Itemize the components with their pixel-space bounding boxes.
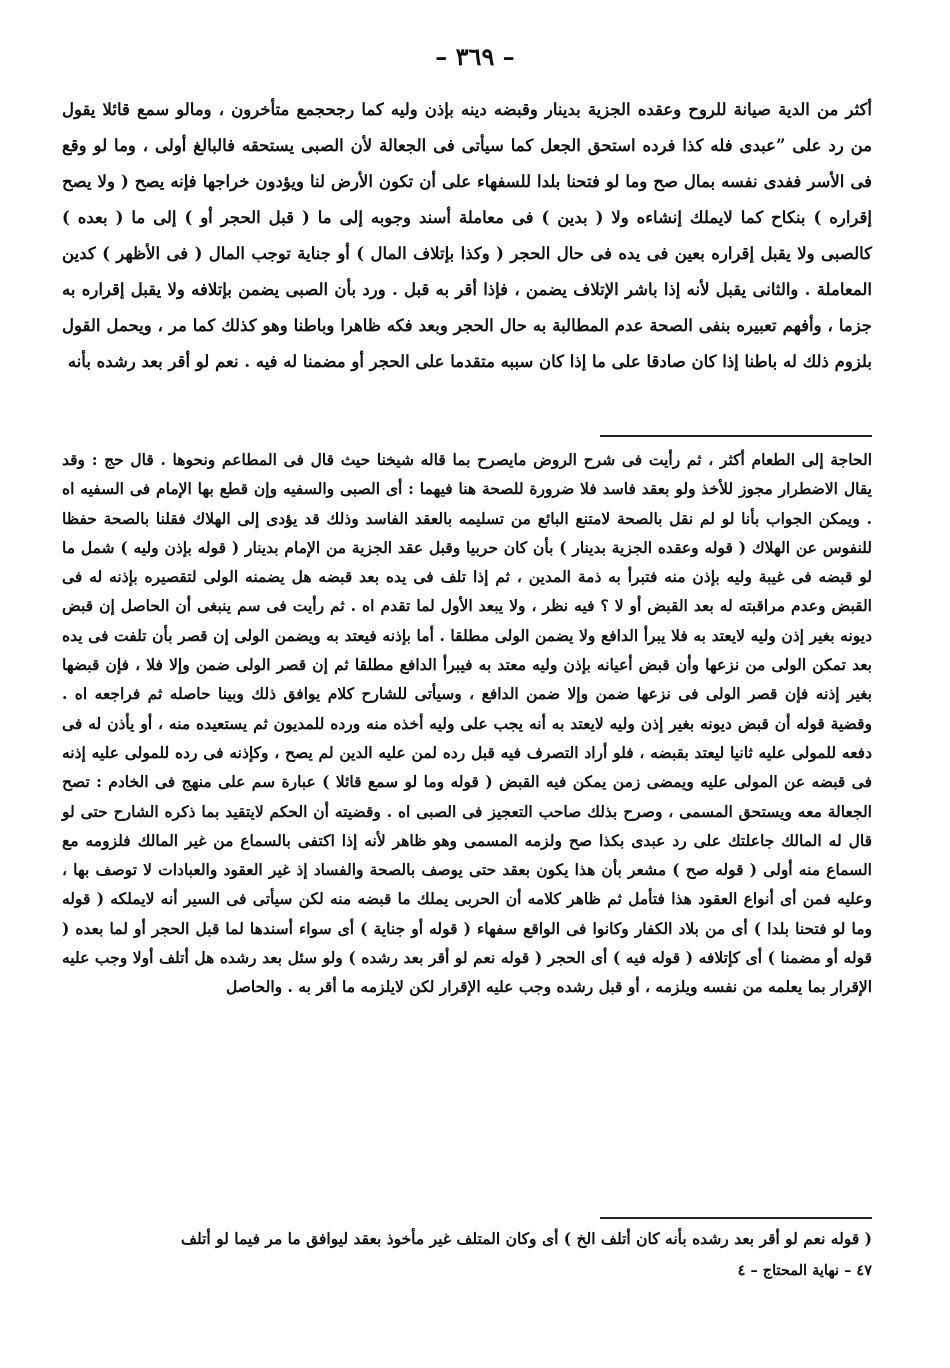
commentary-block <box>62 445 872 1002</box>
page-number: – ٣٦٩ – <box>435 42 515 71</box>
main-text-block <box>62 92 872 380</box>
section-divider <box>600 435 872 437</box>
main-paragraph: أكثر من الدية صيانة للروح وعقده الجزية بدينار وقبضه دينه بإذن وليه كما رجحجمع متأخرون ، ومالو سمع قائلا يقول من رد على ”عبدى فله كذا فرده استحق الجعل كما سيأتى فى الجعالة لأن الصبى يستحقه فالبالغ أولى ، وما لو وقع فى الأسر ففدى نفسه بمال صح وما لو فتحنا بلدا للسفهاء على أن تكون الأرض لنا ويؤدون خراجها فإنه يصح ( ولا يصح إقراره ) بنكاح كما لايملك إنشاءه ولا ( بدين ) فى معاملة أسند وجوبه إلى ما ( قبل الحجر أو ) إلى ما ( بعده ) كالصبى ولا يقبل إقراره بعين فى يده فى حال الحجر ( وكذا بإتلاف المال ) أو جناية توجب المال ( فى الأظهر ) كدين المعاملة . والثانى يقبل لأنه إذا باشر الإتلاف يضمن ، فإذا أقر به قبل . ورد بأن الصبى يضمن بإتلافه ولا يقبل إقراره به جزما ، وأفهم تعبيره بنفى الصحة عدم المطالبة به حال الحجر وبعد فكه ظاهرا وباطنا وهو كذلك كما مر ، ويحمل القول بلزوم ذلك له باطنا إذا كان صادقا على ما إذا كان سببه متقدما على الحجر أو مضمنا له فيه . نعم لو أقر بعد رشده بأنه <box>62 100 872 371</box>
printer-signature: ٤٧ – نهاية المحتاج – ٤ <box>737 1262 872 1279</box>
footnote-block <box>62 1224 872 1254</box>
footnote-paragraph: ( قوله نعم لو أقر بعد رشده بأنه كان أتلف الخ ) أى وكان المتلف غير مأخوذ بعقد ليوافق ما مر فيما لو أتلف <box>180 1229 872 1248</box>
commentary-paragraph: الحاجة إلى الطعام أكثر ، ثم رأيت فى شرح الروض مايصرح بما قاله شيخنا حيث قال فى المطاعم ونحوها . قال حج : وقد يقال الاضطرار مجوز للأخذ ولو بعقد فاسد فلا ضرورة للصحة هنا فيهما : أى الصبى والسفيه وإن قطع بها الإمام فى السفيه اه . ويمكن الجواب بأنا لو لم نقل بالصحة لامتنع البائع من تسليمه بالعقد الفاسد وذلك قد يؤدى إلى الهلاك فقلنا بالصحة حفظا للنفوس عن الهلاك ( قوله وعقده الجزية بدينار ) بأن كان حربيا وقبل عقد الجزية من الإمام بدينار ( قوله بإذن وليه ) شمل ما لو قبضه فى غيبة وليه بإذن منه فتبرأ به ذمة المدين ، ثم إذا تلف فى يده بعد قبضه هل يضمنه الولى لتقصيره بإذنه له فى القبض وعدم مراقبته له بعد القبض أو لا ؟ فيه نظر ، ولا يبعد الأول لما تقدم اه . ثم رأيت فى سم ينبغى أن الحاصل إن قبض ديونه بغير إذن وليه لايعتد به فلا يبرأ الدافع ولا يضمن الولى مطلقا . أما بإذنه فيعتد به ويضمن الولى إن قصر بأن تلفت فى يده بعد تمكن الولى من نزعها وأن قبض أعيانه بإذن وليه معتد به فيبرأ الدافع مطلقا ثم إن قصر الولى ضمن وإلا فلا ، فإن قبضها بغير إذنه فإن قصر الولى فى نزعها ضمن وإلا ضمن الدافع ، وسيأتى للشارح كلام يوافق ذلك وبينا حاصله ثم فراجعه اه . وقضية قوله أن قبض ديونه بغير إذن وليه لايعتد به أنه يجب على وليه أخذه منه ورده للمديون ثم يستعيده منه ، أو يأذن له فى دفعه للمولى عليه ثانيا ليعتد بقبضه ، فلو أراد التصرف فيه قبل رده لمن عليه الدين لم يصح ، وكإذنه فى رده للمولى عليه إذنه فى قبضه عن المولى عليه ويمضى زمن يمكن فيه القبض ( قوله وما لو سمع قائلا ) عبارة سم على منهج فى الخادم : تصح الجعالة معه ويستحق المسمى ، وصرح بذلك صاحب التعجيز فى الصبى اه . وقضيته أن الحكم لايتقيد بما ذكره الشارح حتى لو قال له المالك جاعلتك على رد عبدى بكذا صح ولزمه المسمى وهو ظاهر لأنه إذا اكتفى بالسماع من غير المالك فلزومه مع السماع منه أولى ( قوله صح ) مشعر بأن هذا يكون بعقد حتى يوصف بالصحة والفساد إذ غير العقود والعبادات لا توصف بها ، وعليه فمن أى أنواع العقود هذا فتأمل ثم ظاهر كلامه أن الحربى يملك ما قبضه منه لكن سيأتى فى السير أنه لايملكه ( قوله وما لو فتحنا بلدا ) أى من بلاد الكفار وكانوا فى الواقع سفهاء ( قوله أو جناية ) أى سواء أسندها لما قبل الحجر أو لما بعده ( قوله أو مضمنا ) أى كإتلافه ( قوله فيه ) أى الحجر ( قوله نعم لو أقر بعد رشده ) ولو سئل بعد رشده هل أتلف أولا وجب عليه الإقرار بما يعلمه من نفسه ويلزمه ، أو قبل رشده وجب عليه الإقرار لكن لايلزمه ما أقر به . والحاصل <box>62 450 872 997</box>
footnote-divider <box>600 1217 872 1219</box>
